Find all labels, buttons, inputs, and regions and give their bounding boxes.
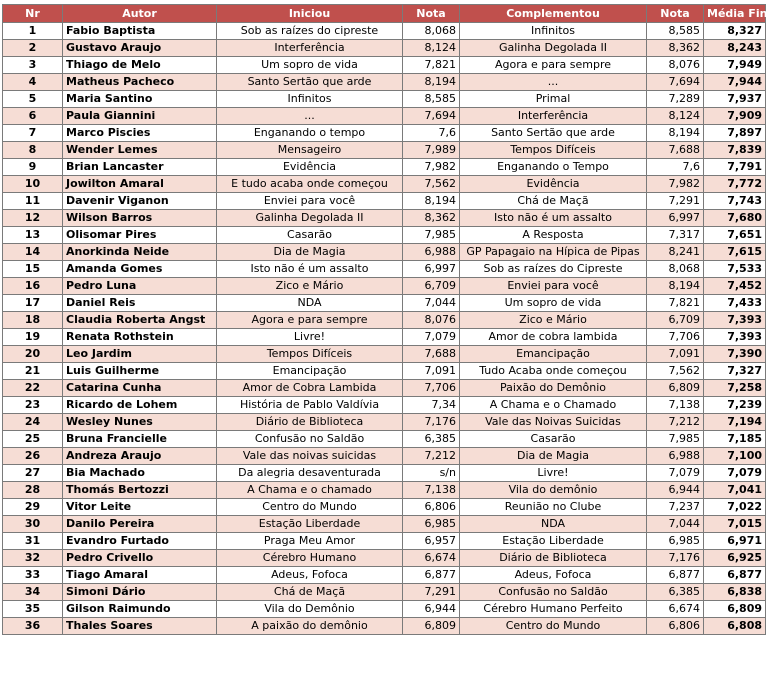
- cell-nr: 23: [3, 397, 63, 414]
- cell-nota-1: 6,985: [403, 516, 460, 533]
- cell-autor: Anorkinda Neide: [63, 244, 217, 261]
- cell-complementou: A Resposta: [460, 227, 647, 244]
- cell-media-final: 7,791: [704, 159, 766, 176]
- cell-nr: 31: [3, 533, 63, 550]
- cell-nota-2: 8,076: [647, 57, 704, 74]
- cell-iniciou: Infinitos: [217, 91, 403, 108]
- cell-media-final: 7,022: [704, 499, 766, 516]
- cell-nr: 35: [3, 601, 63, 618]
- table-row: [3, 482, 766, 499]
- cell-autor: Daniel Reis: [63, 295, 217, 312]
- cell-nota-1: 7,291: [403, 584, 460, 601]
- cell-iniciou: Da alegria desaventurada: [217, 465, 403, 482]
- cell-nota-1: 8,362: [403, 210, 460, 227]
- cell-nr: 25: [3, 431, 63, 448]
- cell-nr: 27: [3, 465, 63, 482]
- cell-nr: 13: [3, 227, 63, 244]
- cell-complementou: Primal: [460, 91, 647, 108]
- table-row: [3, 465, 766, 482]
- table-row: [3, 227, 766, 244]
- cell-nota-1: 7,044: [403, 295, 460, 312]
- cell-media-final: 7,015: [704, 516, 766, 533]
- cell-media-final: 6,838: [704, 584, 766, 601]
- cell-iniciou: Evidência: [217, 159, 403, 176]
- cell-media-final: 6,877: [704, 567, 766, 584]
- cell-nota-1: 7,821: [403, 57, 460, 74]
- cell-autor: Paula Giannini: [63, 108, 217, 125]
- cell-nota-2: 6,806: [647, 618, 704, 635]
- cell-nota-1: 8,194: [403, 74, 460, 91]
- cell-nota-2: 6,385: [647, 584, 704, 601]
- cell-autor: Claudia Roberta Angst: [63, 312, 217, 329]
- cell-nota-2: 6,809: [647, 380, 704, 397]
- cell-media-final: 6,971: [704, 533, 766, 550]
- cell-complementou: Estação Liberdade: [460, 533, 647, 550]
- cell-nr: 22: [3, 380, 63, 397]
- table-row: [3, 74, 766, 91]
- cell-nota-1: 7,694: [403, 108, 460, 125]
- cell-nota-1: 7,212: [403, 448, 460, 465]
- cell-media-final: 7,100: [704, 448, 766, 465]
- table-row: [3, 601, 766, 618]
- cell-iniciou: Santo Sertão que arde: [217, 74, 403, 91]
- cell-autor: Wilson Barros: [63, 210, 217, 227]
- cell-complementou: Sob as raízes do Cipreste: [460, 261, 647, 278]
- cell-nota-2: 8,068: [647, 261, 704, 278]
- cell-nota-1: 7,091: [403, 363, 460, 380]
- cell-iniciou: Amor de Cobra Lambida: [217, 380, 403, 397]
- cell-nota-1: 8,585: [403, 91, 460, 108]
- table-row: [3, 125, 766, 142]
- cell-nota-1: s/n: [403, 465, 460, 482]
- cell-autor: Pedro Crivello: [63, 550, 217, 567]
- cell-nota-2: 8,124: [647, 108, 704, 125]
- cell-autor: Evandro Furtado: [63, 533, 217, 550]
- cell-nota-2: 7,688: [647, 142, 704, 159]
- ranking-table: [2, 4, 779, 635]
- cell-nota-2: 7,291: [647, 193, 704, 210]
- cell-media-final: 7,944: [704, 74, 766, 91]
- cell-nota-1: 6,944: [403, 601, 460, 618]
- cell-nr: 7: [3, 125, 63, 142]
- cell-media-final: 7,615: [704, 244, 766, 261]
- cell-autor: Danilo Pereira: [63, 516, 217, 533]
- cell-nr: 6: [3, 108, 63, 125]
- cell-nr: 14: [3, 244, 63, 261]
- table-row: [3, 567, 766, 584]
- cell-nota-1: 7,989: [403, 142, 460, 159]
- cell-nr: 36: [3, 618, 63, 635]
- cell-nota-1: 7,982: [403, 159, 460, 176]
- cell-nr: 24: [3, 414, 63, 431]
- cell-nota-2: 7,044: [647, 516, 704, 533]
- cell-complementou: Diário de Biblioteca: [460, 550, 647, 567]
- cell-media-final: 7,909: [704, 108, 766, 125]
- cell-iniciou: Sob as raízes do cipreste: [217, 23, 403, 40]
- cell-nota-2: 6,988: [647, 448, 704, 465]
- cell-nota-2: 6,985: [647, 533, 704, 550]
- header-nr: Nr: [3, 5, 63, 23]
- cell-iniciou: Chá de Maçã: [217, 584, 403, 601]
- cell-complementou: Um sopro de vida: [460, 295, 647, 312]
- header-nota-1: Nota: [403, 5, 460, 23]
- cell-complementou: Confusão no Saldão: [460, 584, 647, 601]
- cell-nota-2: 8,585: [647, 23, 704, 40]
- cell-complementou: ...: [460, 74, 647, 91]
- cell-iniciou: E tudo acaba onde começou: [217, 176, 403, 193]
- cell-autor: Bruna Francielle: [63, 431, 217, 448]
- cell-nota-1: 7,6: [403, 125, 460, 142]
- cell-autor: Thomás Bertozzi: [63, 482, 217, 499]
- cell-autor: Thales Soares: [63, 618, 217, 635]
- cell-nota-2: 7,237: [647, 499, 704, 516]
- cell-nota-2: 6,709: [647, 312, 704, 329]
- cell-nota-1: 6,957: [403, 533, 460, 550]
- table-row: [3, 329, 766, 346]
- cell-complementou: Zico e Mário: [460, 312, 647, 329]
- cell-iniciou: Diário de Biblioteca: [217, 414, 403, 431]
- cell-autor: Simoni Dário: [63, 584, 217, 601]
- cell-media-final: 7,651: [704, 227, 766, 244]
- cell-media-final: 8,327: [704, 23, 766, 40]
- cell-media-final: 6,809: [704, 601, 766, 618]
- cell-nota-1: 7,706: [403, 380, 460, 397]
- table-row: [3, 584, 766, 601]
- cell-nota-1: 7,562: [403, 176, 460, 193]
- cell-complementou: Enviei para você: [460, 278, 647, 295]
- cell-nr: 21: [3, 363, 63, 380]
- table-row: [3, 312, 766, 329]
- table-row: [3, 550, 766, 567]
- cell-nr: 5: [3, 91, 63, 108]
- cell-nr: 4: [3, 74, 63, 91]
- header-iniciou: Iniciou: [217, 5, 403, 23]
- cell-nota-2: 7,6: [647, 159, 704, 176]
- cell-complementou: NDA: [460, 516, 647, 533]
- table-row: [3, 57, 766, 74]
- cell-nota-1: 6,988: [403, 244, 460, 261]
- cell-complementou: Reunião no Clube: [460, 499, 647, 516]
- cell-nr: 10: [3, 176, 63, 193]
- table-row: [3, 618, 766, 635]
- cell-nota-1: 7,34: [403, 397, 460, 414]
- cell-media-final: 7,743: [704, 193, 766, 210]
- table-row: [3, 516, 766, 533]
- cell-nota-2: 8,194: [647, 125, 704, 142]
- cell-complementou: Galinha Degolada II: [460, 40, 647, 57]
- cell-nr: 3: [3, 57, 63, 74]
- cell-nota-1: 7,688: [403, 346, 460, 363]
- cell-autor: Vitor Leite: [63, 499, 217, 516]
- cell-complementou: Adeus, Fofoca: [460, 567, 647, 584]
- cell-nota-1: 7,176: [403, 414, 460, 431]
- cell-media-final: 7,897: [704, 125, 766, 142]
- table-row: [3, 346, 766, 363]
- table-row: [3, 176, 766, 193]
- table-row: [3, 244, 766, 261]
- cell-autor: Catarina Cunha: [63, 380, 217, 397]
- table-row: [3, 448, 766, 465]
- cell-complementou: GP Papagaio na Hípica de Pipas: [460, 244, 647, 261]
- table-row: [3, 142, 766, 159]
- cell-complementou: Agora e para sempre: [460, 57, 647, 74]
- cell-autor: Gilson Raimundo: [63, 601, 217, 618]
- cell-nota-1: 8,076: [403, 312, 460, 329]
- cell-nota-1: 6,997: [403, 261, 460, 278]
- cell-nota-1: 7,079: [403, 329, 460, 346]
- table-row: [3, 159, 766, 176]
- cell-autor: Maria Santino: [63, 91, 217, 108]
- table-row: [3, 499, 766, 516]
- cell-autor: Renata Rothstein: [63, 329, 217, 346]
- cell-nr: 32: [3, 550, 63, 567]
- cell-iniciou: A paixão do demônio: [217, 618, 403, 635]
- table-row: [3, 40, 766, 57]
- cell-nota-1: 7,138: [403, 482, 460, 499]
- cell-iniciou: Emancipação: [217, 363, 403, 380]
- cell-autor: Ricardo de Lohem: [63, 397, 217, 414]
- cell-media-final: 8,243: [704, 40, 766, 57]
- cell-nr: 9: [3, 159, 63, 176]
- cell-nr: 19: [3, 329, 63, 346]
- cell-nota-2: 7,982: [647, 176, 704, 193]
- cell-nr: 8: [3, 142, 63, 159]
- cell-iniciou: Adeus, Fofoca: [217, 567, 403, 584]
- cell-nr: 29: [3, 499, 63, 516]
- cell-nr: 15: [3, 261, 63, 278]
- cell-iniciou: Mensageiro: [217, 142, 403, 159]
- cell-autor: Leo Jardim: [63, 346, 217, 363]
- cell-nota-1: 6,385: [403, 431, 460, 448]
- header-row: [3, 5, 766, 23]
- cell-complementou: Interferência: [460, 108, 647, 125]
- cell-autor: Luis Guilherme: [63, 363, 217, 380]
- cell-nota-2: 7,694: [647, 74, 704, 91]
- cell-autor: Tiago Amaral: [63, 567, 217, 584]
- table-row: [3, 210, 766, 227]
- cell-nota-2: 7,138: [647, 397, 704, 414]
- cell-autor: Andreza Araujo: [63, 448, 217, 465]
- table-row: [3, 23, 766, 40]
- table-row: [3, 380, 766, 397]
- cell-complementou: Infinitos: [460, 23, 647, 40]
- table-row: [3, 108, 766, 125]
- cell-nr: 17: [3, 295, 63, 312]
- cell-nota-1: 6,674: [403, 550, 460, 567]
- cell-nr: 16: [3, 278, 63, 295]
- cell-nota-2: 7,212: [647, 414, 704, 431]
- cell-nr: 33: [3, 567, 63, 584]
- cell-autor: Bia Machado: [63, 465, 217, 482]
- cell-nota-2: 8,362: [647, 40, 704, 57]
- cell-complementou: Centro do Mundo: [460, 618, 647, 635]
- table-row: [3, 278, 766, 295]
- cell-nr: 12: [3, 210, 63, 227]
- cell-nr: 34: [3, 584, 63, 601]
- cell-autor: Matheus Pacheco: [63, 74, 217, 91]
- cell-iniciou: Zico e Mário: [217, 278, 403, 295]
- cell-autor: Thiago de Melo: [63, 57, 217, 74]
- cell-nota-1: 7,985: [403, 227, 460, 244]
- cell-iniciou: Praga Meu Amor: [217, 533, 403, 550]
- cell-nota-1: 8,194: [403, 193, 460, 210]
- cell-complementou: Cérebro Humano Perfeito: [460, 601, 647, 618]
- cell-nota-2: 6,674: [647, 601, 704, 618]
- cell-media-final: 7,680: [704, 210, 766, 227]
- cell-nota-2: 8,241: [647, 244, 704, 261]
- table-row: [3, 414, 766, 431]
- cell-nr: 26: [3, 448, 63, 465]
- cell-nr: 20: [3, 346, 63, 363]
- cell-complementou: Casarão: [460, 431, 647, 448]
- cell-media-final: 7,393: [704, 329, 766, 346]
- cell-nota-1: 6,809: [403, 618, 460, 635]
- cell-iniciou: Tempos Difíceis: [217, 346, 403, 363]
- cell-media-final: 7,533: [704, 261, 766, 278]
- cell-iniciou: Livre!: [217, 329, 403, 346]
- cell-media-final: 7,185: [704, 431, 766, 448]
- cell-iniciou: Galinha Degolada II: [217, 210, 403, 227]
- cell-iniciou: Vale das noivas suicidas: [217, 448, 403, 465]
- cell-media-final: 7,772: [704, 176, 766, 193]
- cell-complementou: A Chama e o Chamado: [460, 397, 647, 414]
- cell-autor: Gustavo Araujo: [63, 40, 217, 57]
- cell-nota-1: 8,124: [403, 40, 460, 57]
- cell-media-final: 7,839: [704, 142, 766, 159]
- cell-complementou: Amor de cobra lambida: [460, 329, 647, 346]
- cell-nota-1: 6,877: [403, 567, 460, 584]
- cell-iniciou: Centro do Mundo: [217, 499, 403, 516]
- cell-nota-2: 6,944: [647, 482, 704, 499]
- table-row: [3, 431, 766, 448]
- cell-nota-1: 8,068: [403, 23, 460, 40]
- cell-nota-2: 7,176: [647, 550, 704, 567]
- cell-nr: 2: [3, 40, 63, 57]
- cell-nota-2: 7,562: [647, 363, 704, 380]
- cell-autor: Brian Lancaster: [63, 159, 217, 176]
- cell-complementou: Chá de Maçã: [460, 193, 647, 210]
- table-row: [3, 261, 766, 278]
- cell-complementou: Dia de Magia: [460, 448, 647, 465]
- cell-complementou: Vila do demônio: [460, 482, 647, 499]
- cell-autor: Olisomar Pires: [63, 227, 217, 244]
- cell-autor: Amanda Gomes: [63, 261, 217, 278]
- cell-iniciou: Um sopro de vida: [217, 57, 403, 74]
- cell-media-final: 7,239: [704, 397, 766, 414]
- cell-media-final: 7,079: [704, 465, 766, 482]
- cell-nr: 18: [3, 312, 63, 329]
- cell-nr: 30: [3, 516, 63, 533]
- table-row: [3, 91, 766, 108]
- table-row: [3, 193, 766, 210]
- cell-iniciou: Dia de Magia: [217, 244, 403, 261]
- cell-media-final: 7,393: [704, 312, 766, 329]
- cell-iniciou: Enviei para você: [217, 193, 403, 210]
- cell-iniciou: Vila do Demônio: [217, 601, 403, 618]
- cell-iniciou: Isto não é um assalto: [217, 261, 403, 278]
- cell-media-final: 7,937: [704, 91, 766, 108]
- cell-media-final: 7,041: [704, 482, 766, 499]
- cell-complementou: Vale das Noivas Suicidas: [460, 414, 647, 431]
- cell-complementou: Emancipação: [460, 346, 647, 363]
- cell-complementou: Tudo Acaba onde começou: [460, 363, 647, 380]
- cell-nr: 11: [3, 193, 63, 210]
- cell-complementou: Evidência: [460, 176, 647, 193]
- cell-iniciou: Enganando o tempo: [217, 125, 403, 142]
- table-row: [3, 295, 766, 312]
- cell-autor: Jowilton Amaral: [63, 176, 217, 193]
- cell-nota-2: 8,194: [647, 278, 704, 295]
- cell-media-final: 7,452: [704, 278, 766, 295]
- cell-complementou: Enganando o Tempo: [460, 159, 647, 176]
- cell-media-final: 7,194: [704, 414, 766, 431]
- cell-autor: Davenir Viganon: [63, 193, 217, 210]
- cell-autor: Marco Piscies: [63, 125, 217, 142]
- cell-nota-2: 6,997: [647, 210, 704, 227]
- header-complementou: Complementou: [460, 5, 647, 23]
- header-nota-2: Nota: [647, 5, 704, 23]
- cell-nota-1: 6,709: [403, 278, 460, 295]
- cell-complementou: Tempos Difíceis: [460, 142, 647, 159]
- cell-media-final: 7,258: [704, 380, 766, 397]
- cell-nota-1: 6,806: [403, 499, 460, 516]
- cell-nota-2: 7,821: [647, 295, 704, 312]
- cell-iniciou: A Chama e o chamado: [217, 482, 403, 499]
- cell-iniciou: ...: [217, 108, 403, 125]
- cell-nota-2: 7,079: [647, 465, 704, 482]
- cell-nr: 1: [3, 23, 63, 40]
- cell-iniciou: Estação Liberdade: [217, 516, 403, 533]
- cell-media-final: 7,949: [704, 57, 766, 74]
- cell-complementou: Paixão do Demônio: [460, 380, 647, 397]
- cell-nr: 28: [3, 482, 63, 499]
- cell-iniciou: História de Pablo Valdívia: [217, 397, 403, 414]
- cell-media-final: 6,925: [704, 550, 766, 567]
- cell-autor: Fabio Baptista: [63, 23, 217, 40]
- header-autor: Autor: [63, 5, 217, 23]
- cell-media-final: 7,327: [704, 363, 766, 380]
- cell-iniciou: Casarão: [217, 227, 403, 244]
- cell-media-final: 7,390: [704, 346, 766, 363]
- table-row: [3, 533, 766, 550]
- cell-nota-2: 7,317: [647, 227, 704, 244]
- cell-media-final: 7,433: [704, 295, 766, 312]
- cell-iniciou: NDA: [217, 295, 403, 312]
- table-row: [3, 397, 766, 414]
- cell-complementou: Livre!: [460, 465, 647, 482]
- table-body: [3, 23, 766, 635]
- cell-media-final: 6,808: [704, 618, 766, 635]
- header-media-final: Média Final: [704, 5, 766, 23]
- cell-iniciou: Interferência: [217, 40, 403, 57]
- cell-autor: Wender Lemes: [63, 142, 217, 159]
- cell-autor: Pedro Luna: [63, 278, 217, 295]
- cell-nota-2: 7,706: [647, 329, 704, 346]
- cell-nota-2: 7,091: [647, 346, 704, 363]
- cell-complementou: Santo Sertão que arde: [460, 125, 647, 142]
- cell-iniciou: Confusão no Saldão: [217, 431, 403, 448]
- cell-iniciou: Agora e para sempre: [217, 312, 403, 329]
- cell-iniciou: Cérebro Humano: [217, 550, 403, 567]
- cell-autor: Wesley Nunes: [63, 414, 217, 431]
- table-row: [3, 363, 766, 380]
- cell-complementou: Isto não é um assalto: [460, 210, 647, 227]
- cell-nota-2: 7,289: [647, 91, 704, 108]
- cell-nota-2: 7,985: [647, 431, 704, 448]
- cell-nota-2: 6,877: [647, 567, 704, 584]
